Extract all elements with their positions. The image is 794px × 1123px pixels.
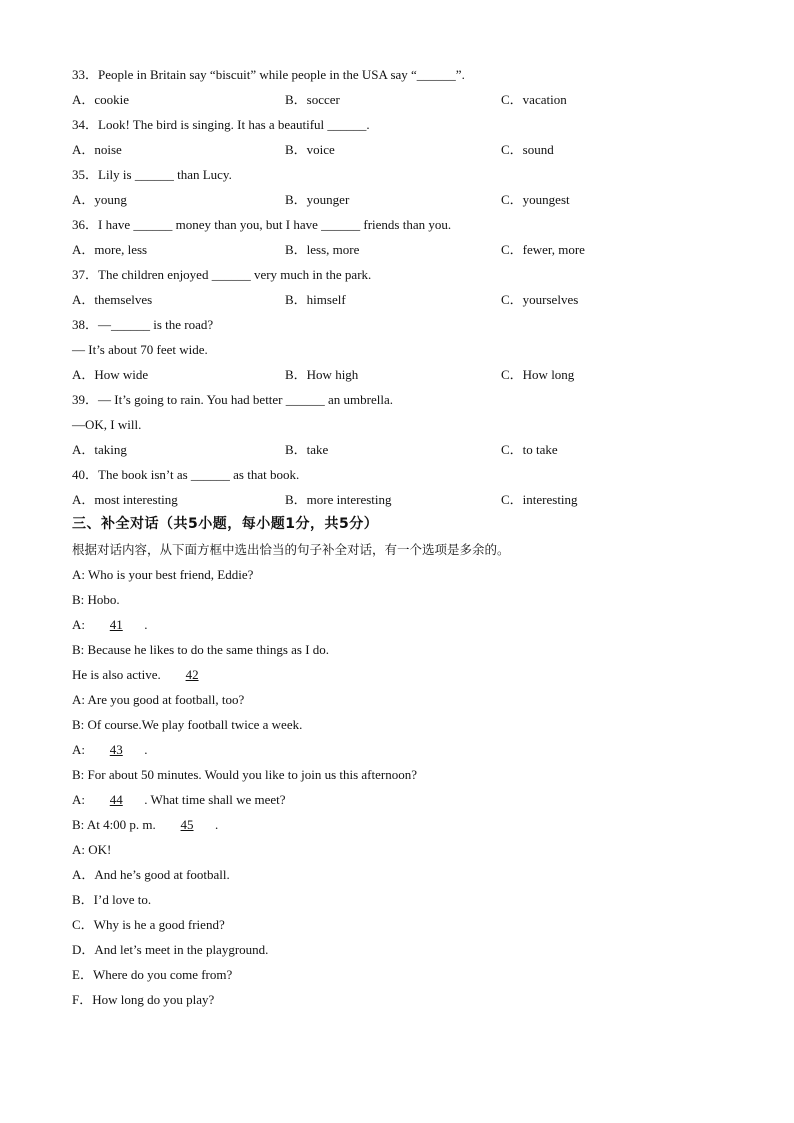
- choice-item: D．And let’s meet in the playground.: [72, 942, 269, 957]
- options-row: [72, 362, 732, 387]
- option-a: A．themselves: [72, 292, 153, 307]
- answer-blank[interactable]: 45: [180, 817, 194, 832]
- options-row: [72, 437, 732, 462]
- section-title: 三、补全对话（共5小题，每小题1分，共5分）: [72, 516, 379, 532]
- option-c: C．How long: [501, 367, 575, 382]
- answer-blank[interactable]: 43: [109, 742, 123, 757]
- dialogue-text: A:: [72, 792, 89, 807]
- dialogue-text: A:: [72, 742, 89, 757]
- options-row: [72, 187, 732, 212]
- question-stem: 38．—______ is the road?: [72, 317, 214, 332]
- option-a: A．How wide: [72, 367, 149, 382]
- option-a: A．most interesting: [72, 492, 178, 507]
- option-a: A．young: [72, 192, 127, 207]
- dialogue-line: [72, 737, 732, 762]
- option-b: B．soccer: [285, 92, 340, 107]
- question-response: —OK, I will.: [72, 417, 142, 432]
- options-row: [72, 137, 732, 162]
- dialogue-line: [72, 787, 732, 812]
- option-a: A．taking: [72, 442, 127, 457]
- option-b: B．younger: [285, 192, 350, 207]
- option-b: B．How high: [285, 367, 359, 382]
- question-stem: 40．The book isn’t as ______ as that book.: [72, 467, 300, 482]
- option-c: C．vacation: [501, 92, 567, 107]
- section-instruction: 根据对话内容，从下面方框中选出恰当的句子补全对话，有一个选项是多余的。: [72, 542, 510, 557]
- dialogue-text: .: [144, 742, 148, 757]
- dialogue-line: A: OK!: [72, 842, 112, 857]
- option-c: C．yourselves: [501, 292, 579, 307]
- option-c: C．sound: [501, 142, 554, 157]
- choice-item: B．I’d love to.: [72, 892, 152, 907]
- dialogue-line: B: Because he likes to do the same things as I do.: [72, 642, 330, 657]
- option-a: A．noise: [72, 142, 122, 157]
- question-stem: 33．People in Britain say “biscuit” while people in the USA say “______”.: [72, 67, 465, 82]
- dialogue-text: . What time shall we meet?: [144, 792, 286, 807]
- dialogue-line: A: Who is your best friend, Eddie?: [72, 567, 254, 582]
- dialogue-text: A:: [72, 617, 89, 632]
- question-stem: 39．— It’s going to rain. You had better ______ an umbrella.: [72, 392, 393, 407]
- option-c: C．interesting: [501, 492, 578, 507]
- dialogue-text: He is also active.: [72, 667, 165, 682]
- dialogue-line: B: Hobo.: [72, 592, 120, 607]
- answer-blank[interactable]: 41: [109, 617, 123, 632]
- question-stem: 36．I have ______ money than you, but I have ______ friends than you.: [72, 217, 452, 232]
- options-row: [72, 87, 732, 112]
- options-row: [72, 487, 732, 512]
- option-b: B．himself: [285, 292, 346, 307]
- option-c: C．youngest: [501, 192, 570, 207]
- question-stem: 37．The children enjoyed ______ very much in the park.: [72, 267, 372, 282]
- choice-item: C．Why is he a good friend?: [72, 917, 225, 932]
- option-c: C．to take: [501, 442, 558, 457]
- dialogue-line: [72, 662, 732, 687]
- dialogue-line: [72, 812, 732, 837]
- answer-blank[interactable]: 44: [109, 792, 123, 807]
- dialogue-line: A: Are you good at football, too?: [72, 692, 245, 707]
- question-stem: 34．Look! The bird is singing. It has a beautiful ______.: [72, 117, 370, 132]
- dialogue-text: B: At 4:00 p. m.: [72, 817, 160, 832]
- options-row: [72, 237, 732, 262]
- dialogue-text: .: [215, 817, 219, 832]
- option-a: A．cookie: [72, 92, 130, 107]
- option-b: B．voice: [285, 142, 335, 157]
- exam-page: [72, 62, 732, 1012]
- option-c: C．fewer, more: [501, 242, 585, 257]
- option-b: B．take: [285, 442, 329, 457]
- option-a: A．more, less: [72, 242, 148, 257]
- dialogue-text: .: [144, 617, 148, 632]
- choice-item: F．How long do you play?: [72, 992, 215, 1007]
- options-row: [72, 287, 732, 312]
- answer-blank[interactable]: 42: [185, 667, 199, 682]
- dialogue-line: B: For about 50 minutes. Would you like to join us this afternoon?: [72, 767, 417, 782]
- option-b: B．less, more: [285, 242, 360, 257]
- question-stem: 35．Lily is ______ than Lucy.: [72, 167, 232, 182]
- option-b: B．more interesting: [285, 492, 392, 507]
- dialogue-line: B: Of course.We play football twice a week.: [72, 717, 303, 732]
- choice-item: E．Where do you come from?: [72, 967, 233, 982]
- question-response: — It’s about 70 feet wide.: [72, 342, 208, 357]
- choice-item: A．And he’s good at football.: [72, 867, 230, 882]
- dialogue-line: [72, 612, 732, 637]
